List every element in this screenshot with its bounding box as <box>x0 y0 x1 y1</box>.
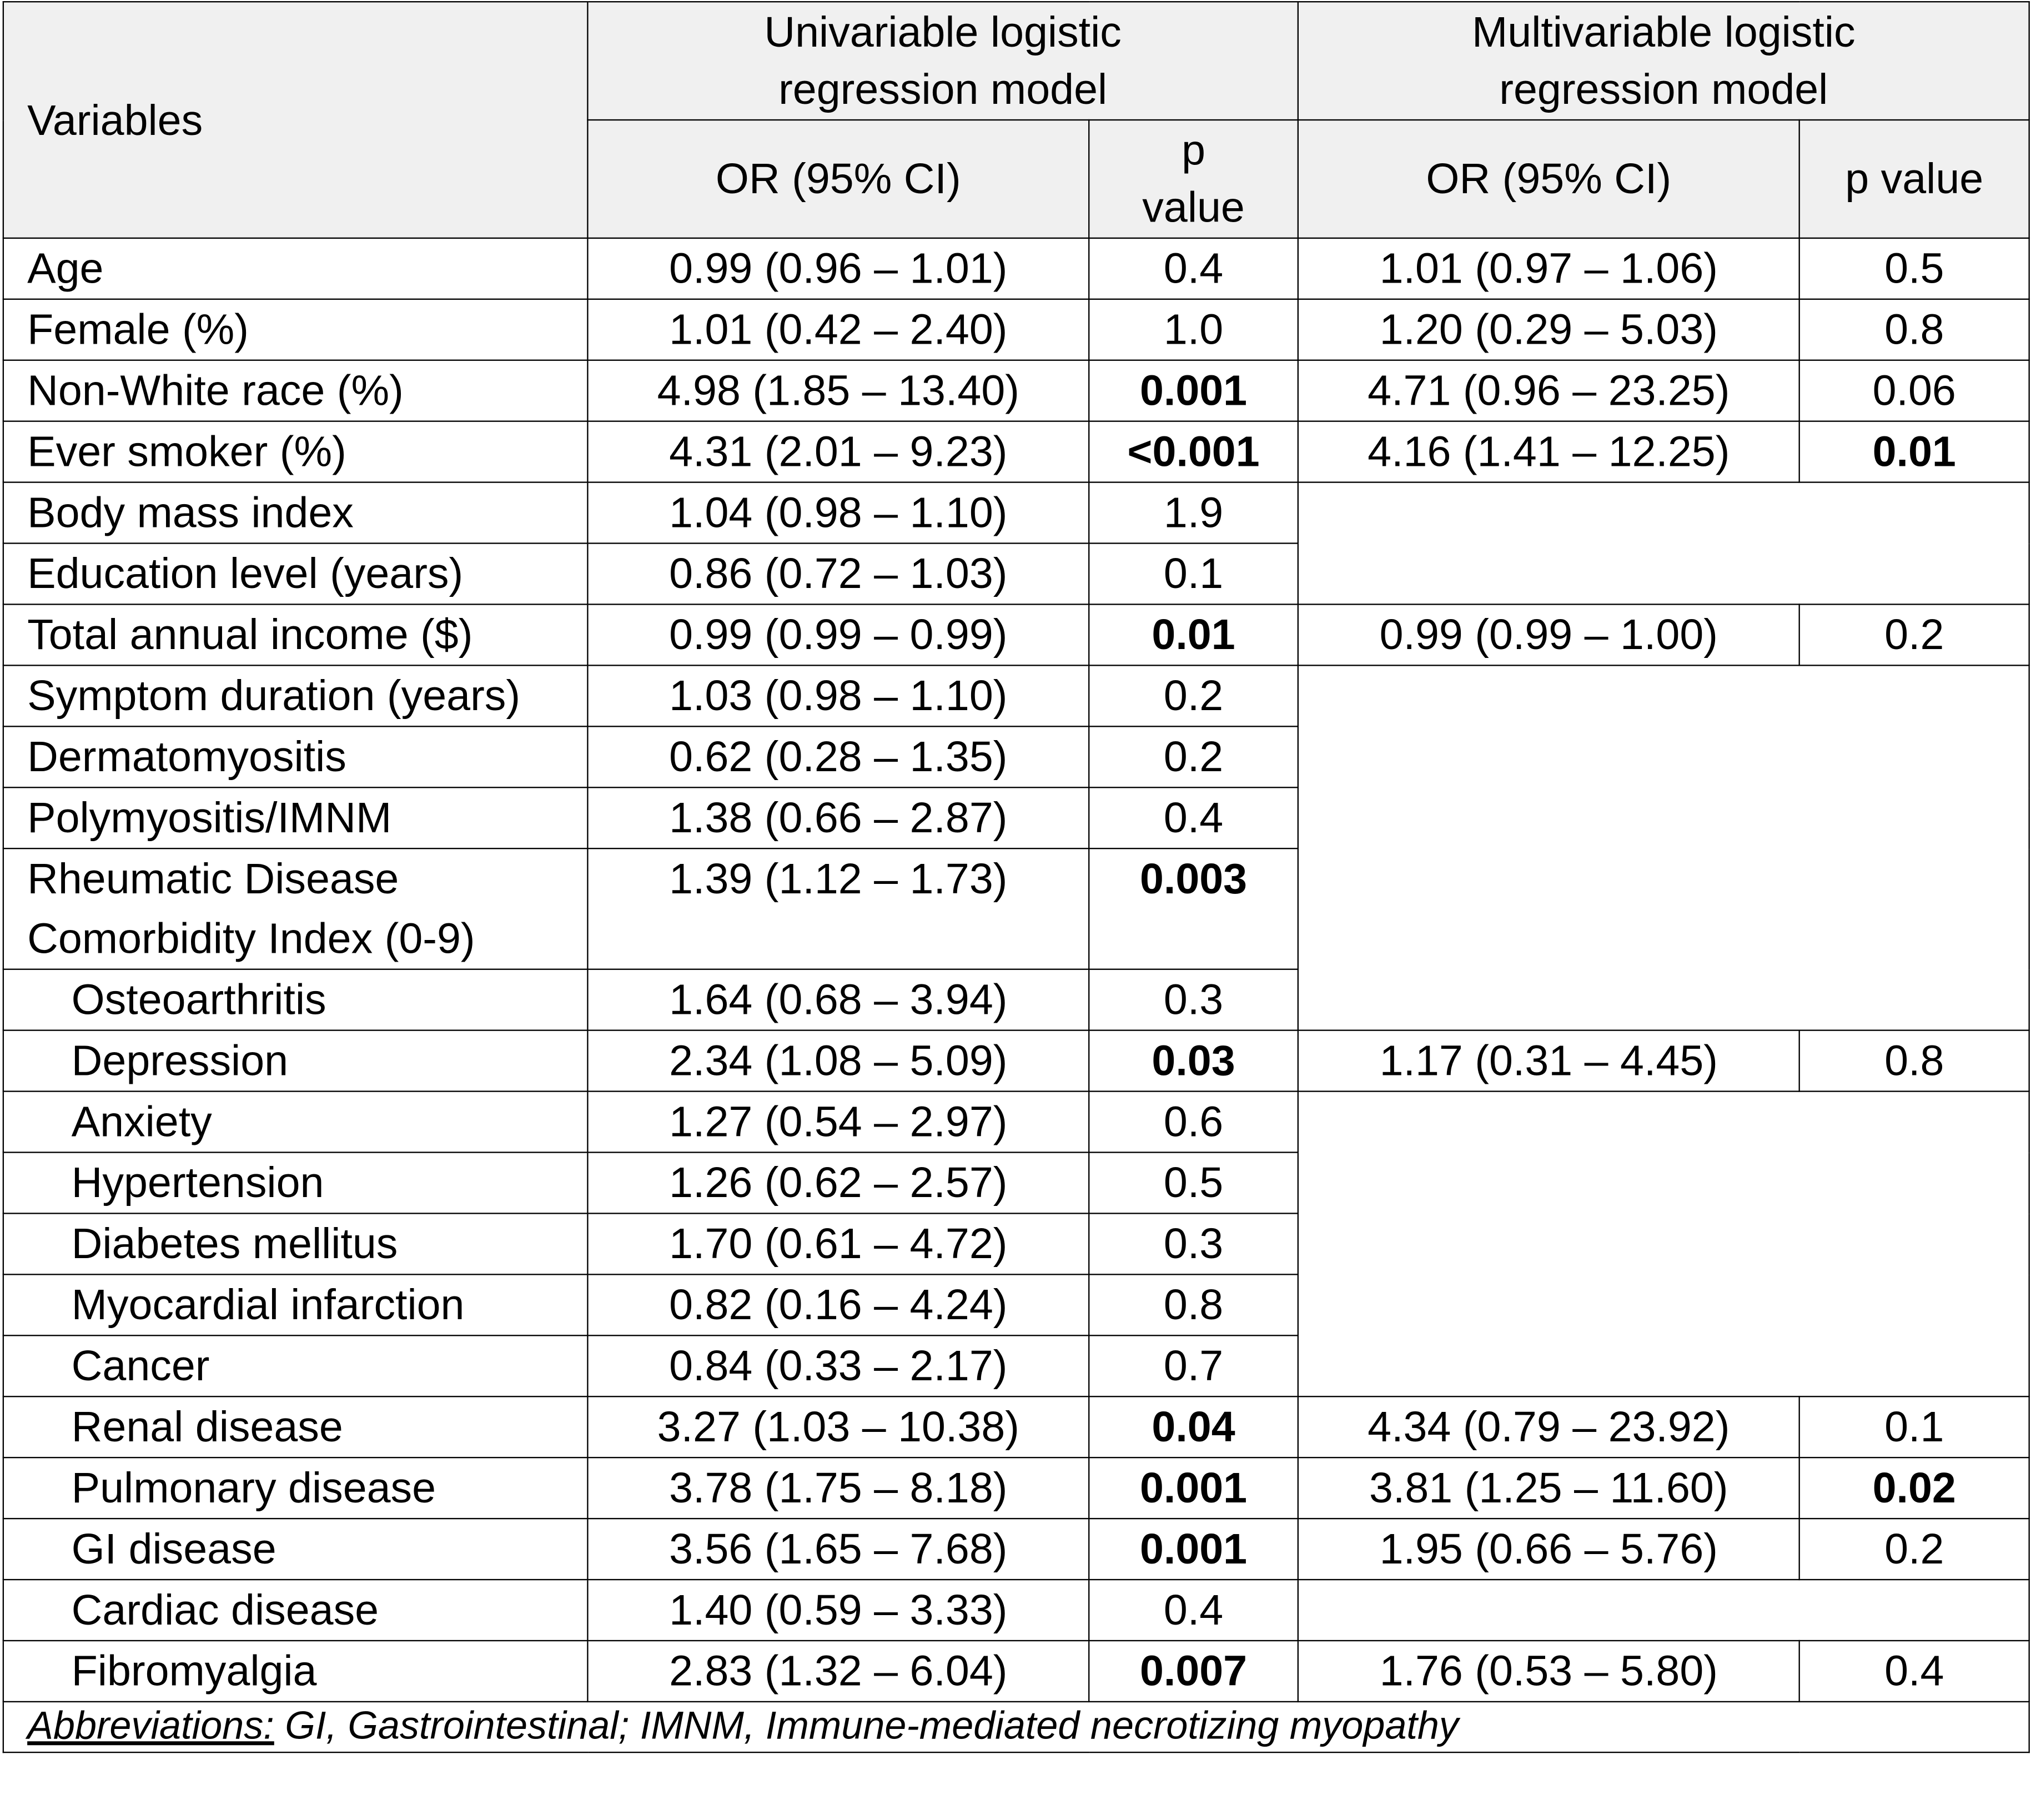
uni-or-value: 1.40 (0.59 – 3.33) <box>587 1580 1089 1641</box>
uni-p-value: 0.01 <box>1089 604 1298 665</box>
multi-p-value: 0.02 <box>1799 1457 2029 1519</box>
uni-or-value: 3.78 (1.75 – 8.18) <box>587 1457 1089 1519</box>
uni-p-value: 0.6 <box>1089 1092 1298 1153</box>
uni-p-value: 0.007 <box>1089 1641 1298 1702</box>
uni-p-value: 0.2 <box>1089 665 1298 726</box>
variable-name: Total annual income ($) <box>3 604 588 665</box>
table-body <box>3 238 2029 1702</box>
multi-or-value: 4.16 (1.41 – 12.25) <box>1298 421 1799 482</box>
uni-or-value: 1.04 (0.98 – 1.10) <box>587 482 1089 544</box>
uni-or-value: 4.98 (1.85 – 13.40) <box>587 360 1089 421</box>
uni-p-value: 0.1 <box>1089 544 1298 605</box>
variable-name: Cardiac disease <box>3 1580 588 1641</box>
table-row <box>3 299 2029 360</box>
variable-name: Anxiety <box>3 1092 588 1153</box>
header-multivariable: Multivariable logistic regression model <box>1298 2 2029 120</box>
footnote-text: GI, Gastrointestinal; IMNM, Immune-mediated necrotizing myopathy <box>274 1705 1459 1748</box>
uni-p-value: 0.4 <box>1089 787 1298 848</box>
variable-name: Hypertension <box>3 1153 588 1214</box>
uni-or-value: 0.86 (0.72 – 1.03) <box>587 544 1089 605</box>
uni-p-value: 0.001 <box>1089 360 1298 421</box>
multi-p-value: 0.4 <box>1799 1641 2029 1702</box>
table-container <box>0 1 2031 1819</box>
uni-or-value: 0.99 (0.96 – 1.01) <box>587 238 1089 299</box>
uni-p-value: 0.4 <box>1089 238 1298 299</box>
multi-p-value: 0.8 <box>1799 299 2029 360</box>
uni-p-value: 0.03 <box>1089 1030 1298 1092</box>
multi-empty-cell <box>1298 482 2029 605</box>
uni-p-value: 0.5 <box>1089 1153 1298 1214</box>
footnote-label: Abbreviations: <box>27 1705 274 1748</box>
variable-name: Renal disease <box>3 1396 588 1457</box>
uni-p-value: 0.8 <box>1089 1274 1298 1335</box>
multi-or-value: 0.99 (0.99 – 1.00) <box>1298 604 1799 665</box>
uni-p-value: 0.4 <box>1089 1580 1298 1641</box>
header-variables: Variables <box>3 2 588 238</box>
table-row <box>3 1457 2029 1519</box>
variable-name: Pulmonary disease <box>3 1457 588 1519</box>
uni-p-value: 0.3 <box>1089 1213 1298 1274</box>
variable-name: Depression <box>3 1030 588 1092</box>
uni-or-value: 0.82 (0.16 – 4.24) <box>587 1274 1089 1335</box>
variable-name: Non-White race (%) <box>3 360 588 421</box>
multi-or-value: 1.95 (0.66 – 5.76) <box>1298 1519 1799 1580</box>
uni-p-value: 0.003 <box>1089 848 1298 969</box>
uni-or-value: 1.38 (0.66 – 2.87) <box>587 787 1089 848</box>
uni-or-value: 1.26 (0.62 – 2.57) <box>587 1153 1089 1214</box>
multi-p-value: 0.2 <box>1799 1519 2029 1580</box>
table-row <box>3 665 2029 726</box>
header-multi-or: OR (95% CI) <box>1298 120 1799 238</box>
header-multi-p: p value <box>1799 120 2029 238</box>
variable-name: Rheumatic Disease Comorbidity Index (0-9) <box>3 848 588 969</box>
multi-p-value: 0.2 <box>1799 604 2029 665</box>
uni-p-value: 0.001 <box>1089 1457 1298 1519</box>
multi-empty-cell <box>1298 665 2029 1030</box>
uni-or-value: 1.39 (1.12 – 1.73) <box>587 848 1089 969</box>
uni-p-value: 0.001 <box>1089 1519 1298 1580</box>
multi-p-value: 0.5 <box>1799 238 2029 299</box>
uni-or-value: 2.83 (1.32 – 6.04) <box>587 1641 1089 1702</box>
multi-p-value: 0.06 <box>1799 360 2029 421</box>
header-uni-or: OR (95% CI) <box>587 120 1089 238</box>
multi-or-value: 4.71 (0.96 – 23.25) <box>1298 360 1799 421</box>
table-row <box>3 1092 2029 1153</box>
variable-name: GI disease <box>3 1519 588 1580</box>
uni-p-value: 0.04 <box>1089 1396 1298 1457</box>
uni-or-value: 1.01 (0.42 – 2.40) <box>587 299 1089 360</box>
multi-p-value: 0.1 <box>1799 1396 2029 1457</box>
variable-name: Diabetes mellitus <box>3 1213 588 1274</box>
multi-p-value: 0.01 <box>1799 421 2029 482</box>
variable-name: Osteoarthritis <box>3 969 588 1030</box>
multi-or-value: 3.81 (1.25 – 11.60) <box>1298 1457 1799 1519</box>
multi-or-value: 1.20 (0.29 – 5.03) <box>1298 299 1799 360</box>
table-row <box>3 482 2029 544</box>
table-row <box>3 1580 2029 1641</box>
uni-p-value: 0.2 <box>1089 726 1298 787</box>
table-row <box>3 238 2029 299</box>
uni-or-value: 2.34 (1.08 – 5.09) <box>587 1030 1089 1092</box>
table-row <box>3 1641 2029 1702</box>
variable-name: Symptom duration (years) <box>3 665 588 726</box>
variable-name: Body mass index <box>3 482 588 544</box>
variable-name: Fibromyalgia <box>3 1641 588 1702</box>
uni-or-value: 1.70 (0.61 – 4.72) <box>587 1213 1089 1274</box>
uni-or-value: 1.03 (0.98 – 1.10) <box>587 665 1089 726</box>
uni-p-value: 0.7 <box>1089 1335 1298 1396</box>
multi-empty-cell <box>1298 1580 2029 1641</box>
variable-name: Polymyositis/IMNM <box>3 787 588 848</box>
table-row <box>3 1030 2029 1092</box>
uni-or-value: 0.84 (0.33 – 2.17) <box>587 1335 1089 1396</box>
table-row <box>3 1396 2029 1457</box>
variable-name: Ever smoker (%) <box>3 421 588 482</box>
variable-name: Cancer <box>3 1335 588 1396</box>
table-row <box>3 360 2029 421</box>
variable-name: Education level (years) <box>3 544 588 605</box>
regression-table <box>3 1 2030 1753</box>
uni-or-value: 0.99 (0.99 – 0.99) <box>587 604 1089 665</box>
footnote <box>3 1702 2029 1752</box>
multi-or-value: 4.34 (0.79 – 23.92) <box>1298 1396 1799 1457</box>
table-row <box>3 421 2029 482</box>
variable-name: Age <box>3 238 588 299</box>
multi-or-value: 1.01 (0.97 – 1.06) <box>1298 238 1799 299</box>
variable-name: Female (%) <box>3 299 588 360</box>
uni-p-value: <0.001 <box>1089 421 1298 482</box>
multi-p-value: 0.8 <box>1799 1030 2029 1092</box>
uni-or-value: 1.64 (0.68 – 3.94) <box>587 969 1089 1030</box>
multi-empty-cell <box>1298 1092 2029 1397</box>
multi-or-value: 1.17 (0.31 – 4.45) <box>1298 1030 1799 1092</box>
uni-p-value: 1.9 <box>1089 482 1298 544</box>
uni-or-value: 3.56 (1.65 – 7.68) <box>587 1519 1089 1580</box>
table-row <box>3 604 2029 665</box>
uni-or-value: 0.62 (0.28 – 1.35) <box>587 726 1089 787</box>
header-univariable: Univariable logistic regression model <box>587 2 1298 120</box>
uni-or-value: 1.27 (0.54 – 2.97) <box>587 1092 1089 1153</box>
variable-name: Dermatomyositis <box>3 726 588 787</box>
uni-p-value: 0.3 <box>1089 969 1298 1030</box>
uni-p-value: 1.0 <box>1089 299 1298 360</box>
variable-name: Myocardial infarction <box>3 1274 588 1335</box>
multi-or-value: 1.76 (0.53 – 5.80) <box>1298 1641 1799 1702</box>
header-uni-p: p value <box>1089 120 1298 238</box>
table-row <box>3 1519 2029 1580</box>
uni-or-value: 3.27 (1.03 – 10.38) <box>587 1396 1089 1457</box>
uni-or-value: 4.31 (2.01 – 9.23) <box>587 421 1089 482</box>
